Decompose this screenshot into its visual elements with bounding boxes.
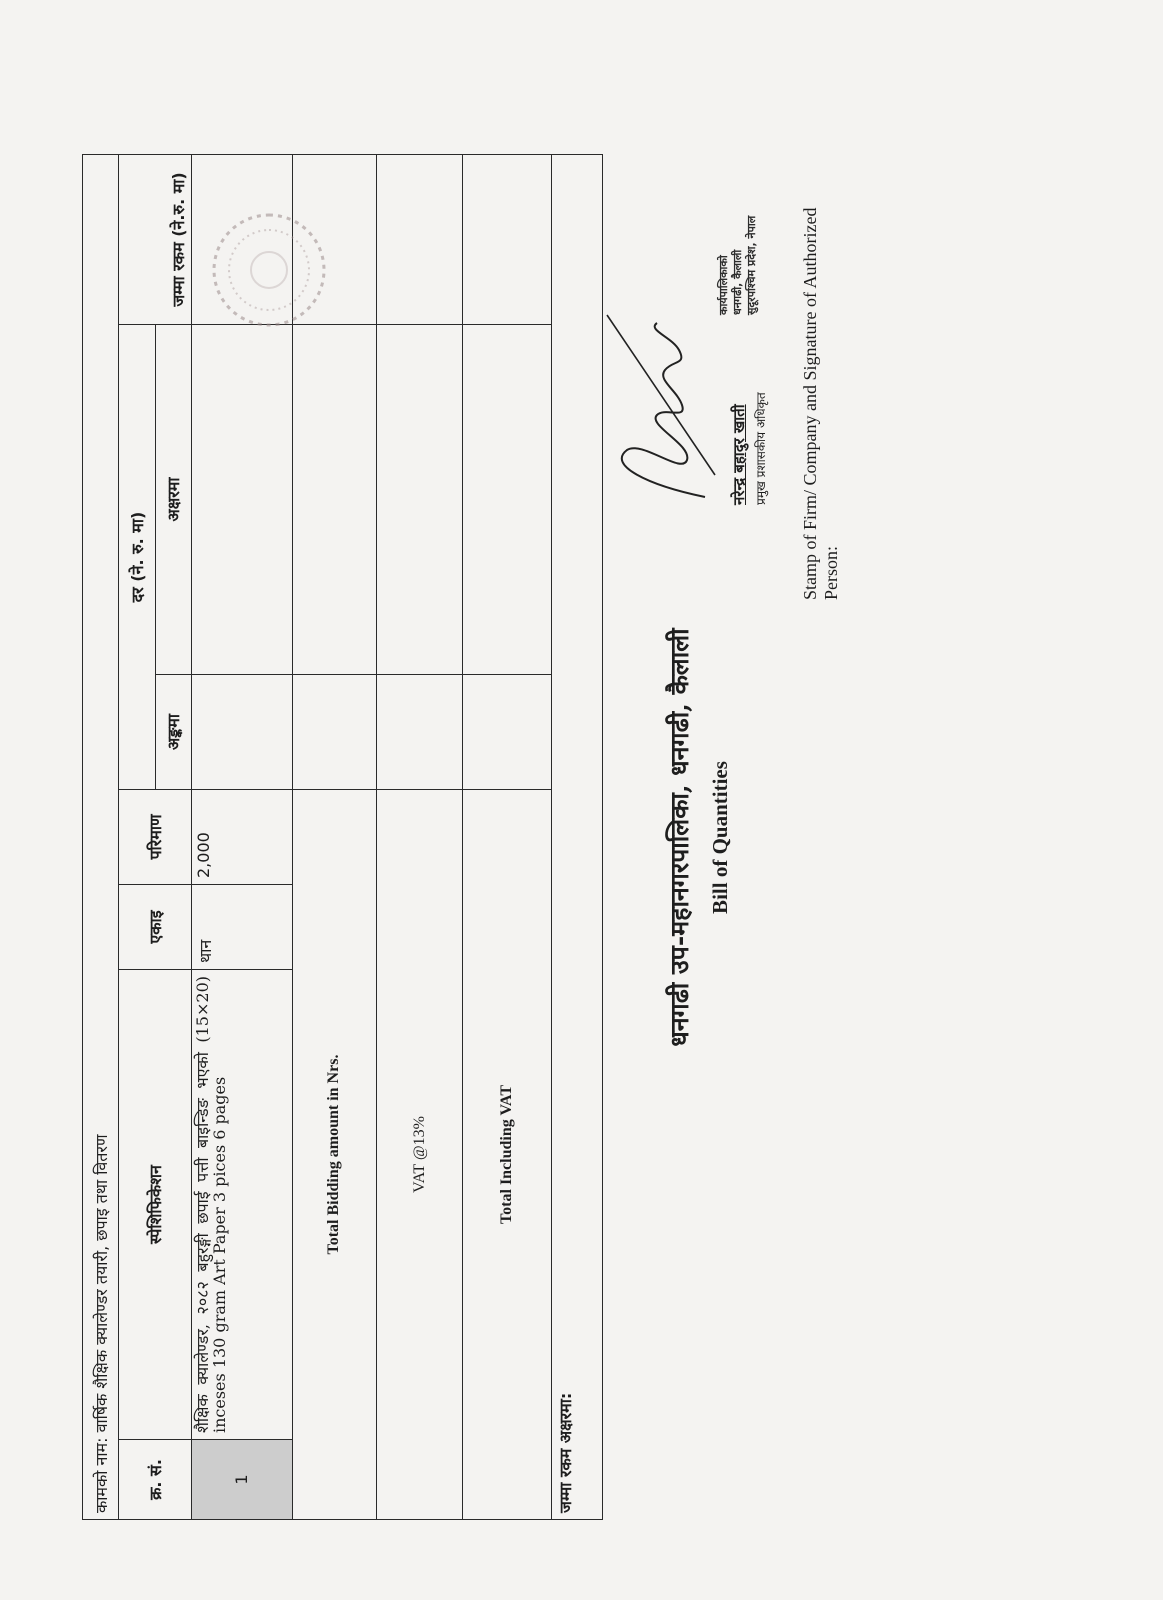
row-spec: शैक्षिक क्यालेण्डर, २०८२ बहुरङ्गी छपाई पत्ती बाइन्डिङ भएको (15×20) inceses 130 gram Art Paper 3 pices 6 pages: [191, 970, 292, 1440]
total-incl-vat-label: Total Including VAT: [463, 790, 552, 1520]
row-qty: 2,000: [191, 790, 292, 885]
total-in-words-label: जम्मा रकम अक्षरमा:: [551, 154, 602, 1519]
total-bidding-figures: [292, 675, 377, 790]
document-title: Bill of Quantities: [708, 761, 732, 914]
seal-line-3: सुदूरपश्चिम प्रदेश, नेपाल: [745, 215, 758, 315]
total-incl-vat-row: [463, 154, 552, 1519]
row-sn: 1: [191, 1440, 292, 1520]
row-rate-words: [191, 325, 292, 675]
rotated-document: [82, 155, 841, 1520]
col-header-rate-figures: अङ्कमा: [155, 675, 191, 790]
total-bidding-label: Total Bidding amount in Nrs.: [292, 790, 377, 1520]
total-incl-vat-amount: [463, 154, 552, 324]
signatory-role: प्रमुख प्रशासकीय अधिकृत: [754, 392, 768, 505]
work-name: कामको नाम: वार्षिक शैक्षिक क्यालेण्डर तयारी, छपाइ तथा वितरण: [83, 154, 119, 1519]
col-header-unit: एकाइ: [119, 885, 192, 970]
vat-figures: [377, 675, 463, 790]
work-name-row: [83, 154, 119, 1519]
office-seal: [717, 165, 822, 315]
col-header-qty: परिमाण: [119, 790, 192, 885]
signatory-name: नरेन्द्र बहादुर खाती: [730, 404, 748, 505]
office-name: धनगढी उप-महानगरपालिका, धनगढी, कैलाली: [665, 628, 694, 1047]
col-header-spec: स्पेशिफिकेशन: [119, 970, 192, 1440]
rosette-stamp-icon: [187, 175, 357, 375]
seal-line-1: कार्यपालिकाको: [717, 255, 730, 315]
col-header-rate: दर (ने. रु. मा): [119, 325, 155, 790]
total-bidding-words: [292, 325, 377, 675]
header-row-1: [119, 154, 155, 1519]
row-unit: थान: [191, 885, 292, 970]
vat-row: [377, 154, 463, 1519]
stamp-signature-note: Stamp of Firm/ Company and Signature of Authorized Person:: [800, 207, 841, 600]
vat-amount: [377, 154, 463, 324]
total-incl-vat-figures: [463, 675, 552, 790]
handwritten-signature: [587, 305, 727, 505]
signature-block: [587, 165, 822, 505]
vat-words: [377, 325, 463, 675]
col-header-rate-words: अक्षरमा: [155, 325, 191, 675]
seal-line-2: धनगढी, कैलाली: [731, 249, 744, 315]
row-rate-figures: [191, 675, 292, 790]
vat-label: VAT @13%: [377, 790, 463, 1520]
total-incl-vat-words: [463, 325, 552, 675]
col-header-amount: जम्मा रकम (ने.रु. मा): [119, 154, 192, 324]
col-header-sn: क्र. सं.: [119, 1440, 192, 1520]
